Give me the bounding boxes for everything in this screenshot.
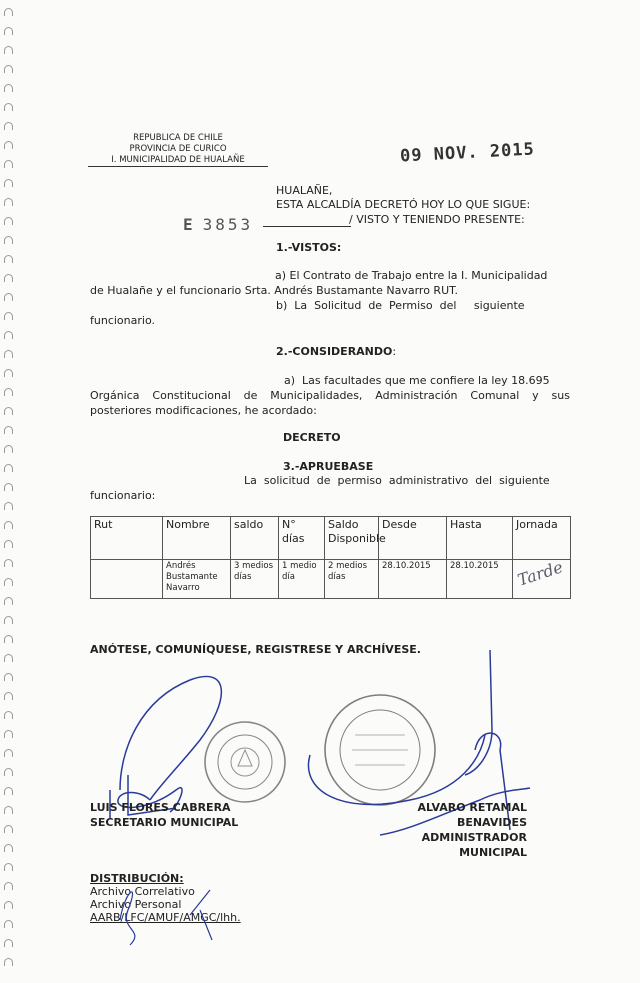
binder-hole xyxy=(4,198,13,206)
decree-number-line xyxy=(263,226,351,227)
letterhead-country: REPUBLICA DE CHILE xyxy=(133,133,223,143)
right-admin-seal xyxy=(325,695,435,805)
section-apruebase-title: 3.-APRUEBASE xyxy=(283,460,374,473)
binder-hole xyxy=(4,559,13,567)
header-saldo: saldo xyxy=(231,517,279,560)
vistos-a-line2: de Hualañe y el funcionario Srta. Andrés Bustamante Navarro RUT. xyxy=(90,284,459,297)
header-num-dias: N° días xyxy=(279,517,325,560)
cell-jornada xyxy=(513,557,571,599)
binder-hole xyxy=(4,46,13,54)
header-desde: Desde xyxy=(379,517,447,560)
binder-hole xyxy=(4,540,13,548)
binder-hole xyxy=(4,274,13,282)
table-row xyxy=(91,560,571,599)
binder-hole xyxy=(4,768,13,776)
considerando-colon: : xyxy=(392,345,397,358)
cell-nombre: Andrés Bustamante Navarro xyxy=(163,560,231,599)
binder-hole xyxy=(4,635,13,643)
closing-line: ANÓTESE, COMUNÍQUESE, REGISTRESE Y ARCHÍVESE. xyxy=(90,643,421,656)
binder-hole xyxy=(4,236,13,244)
left-signer-name: LUIS FLORES CABRERA xyxy=(90,801,231,814)
vistos-b-line1: b) La Solicitud de Permiso del siguiente xyxy=(276,299,525,312)
jornada-handwritten: Tarde xyxy=(515,557,566,590)
right-signer xyxy=(355,800,527,860)
binder-hole xyxy=(4,464,13,472)
right-signer-name: ALVARO RETAMAL BENAVIDES xyxy=(417,801,527,829)
binder-hole xyxy=(4,521,13,529)
binder-hole xyxy=(4,350,13,358)
binder-hole xyxy=(4,939,13,947)
binder-hole xyxy=(4,958,13,966)
binder-hole xyxy=(4,578,13,586)
decree-number: 3853 xyxy=(202,215,254,234)
binder-hole xyxy=(4,445,13,453)
binder-hole xyxy=(4,502,13,510)
distribution-item: Archivo Correlativo xyxy=(90,885,195,898)
binder-hole xyxy=(4,84,13,92)
apruebase-line1: La solicitud de permiso administrativo del siguiente xyxy=(244,474,550,487)
letterhead-municipality: I. MUNICIPALIDAD DE HUALAÑE xyxy=(88,155,268,167)
binder-hole xyxy=(4,160,13,168)
binder-hole xyxy=(4,882,13,890)
cell-hasta: 28.10.2015 xyxy=(447,560,513,599)
left-municipal-seal xyxy=(205,722,285,802)
vistos-a-line1: a) El Contrato de Trabajo entre la I. Municipalidad xyxy=(275,269,548,282)
table-header-row xyxy=(91,517,571,560)
binder-hole xyxy=(4,27,13,35)
decree-prefix: E xyxy=(183,215,193,234)
letterhead xyxy=(88,133,268,167)
binder-hole xyxy=(4,293,13,301)
visto-line: / VISTO Y TENIENDO PRESENTE: xyxy=(349,213,525,226)
header-hasta: Hasta xyxy=(447,517,513,560)
binder-hole xyxy=(4,692,13,700)
binder-hole xyxy=(4,407,13,415)
right-signer-title: ADMINISTRADOR MUNICIPAL xyxy=(421,831,527,859)
binder-hole xyxy=(4,65,13,73)
cell-dias: 1 medio día xyxy=(279,560,325,599)
distribution-scribble xyxy=(100,870,240,950)
distribution-title: DISTRIBUCIÓN: xyxy=(90,872,184,885)
binder-hole xyxy=(4,388,13,396)
binder-hole xyxy=(4,901,13,909)
intro-line: ESTA ALCALDÍA DECRETÓ HOY LO QUE SIGUE: xyxy=(276,198,531,211)
considerando-title-text: 2.-CONSIDERANDO xyxy=(276,345,393,358)
binder-hole xyxy=(4,426,13,434)
section-considerando-title xyxy=(276,344,396,359)
header-jornada: Jornada xyxy=(513,517,571,560)
left-signer-title: SECRETARIO MUNICIPAL xyxy=(90,816,239,829)
distribution-item: AARB/LFC/AMUF/AMGC/lhh. xyxy=(90,911,241,924)
left-signature xyxy=(110,676,221,818)
binder-holes xyxy=(0,0,16,983)
binder-hole xyxy=(4,255,13,263)
binder-hole xyxy=(4,711,13,719)
distribution-item: Archivo Personal xyxy=(90,898,182,911)
decree-number-stamp xyxy=(183,215,253,234)
binder-hole xyxy=(4,749,13,757)
binder-hole xyxy=(4,616,13,624)
left-signer xyxy=(90,800,238,830)
binder-hole xyxy=(4,331,13,339)
binder-hole xyxy=(4,730,13,738)
cell-desde: 28.10.2015 xyxy=(379,560,447,599)
binder-hole xyxy=(4,141,13,149)
binder-hole xyxy=(4,8,13,16)
date-stamp: 09 NOV. 2015 xyxy=(399,139,536,167)
cell-disponible: 2 medios días xyxy=(325,560,379,599)
place-line: HUALAÑE, xyxy=(276,184,333,197)
binder-hole xyxy=(4,863,13,871)
considerando-a-line1: a) Las facultades que me confiere la ley 18.695 xyxy=(284,374,550,387)
binder-hole xyxy=(4,369,13,377)
binder-hole xyxy=(4,217,13,225)
header-rut: Rut xyxy=(91,517,163,560)
cell-rut xyxy=(91,560,163,599)
binder-hole xyxy=(4,920,13,928)
letterhead-province: PROVINCIA DE CURICO xyxy=(129,144,227,154)
header-saldo-disponible: Saldo Disponible xyxy=(325,517,379,560)
binder-hole xyxy=(4,122,13,130)
binder-hole xyxy=(4,844,13,852)
binder-hole xyxy=(4,312,13,320)
binder-hole xyxy=(4,825,13,833)
binder-hole xyxy=(4,806,13,814)
considerando-a-line2: Orgánica Constitucional de Municipalidades, Administración Comunal y sus xyxy=(90,389,570,402)
considerando-a-line3: posteriores modificaciones, he acordado: xyxy=(90,404,317,417)
cell-saldo: 3 medios días xyxy=(231,560,279,599)
binder-hole xyxy=(4,483,13,491)
binder-hole xyxy=(4,103,13,111)
binder-hole xyxy=(4,673,13,681)
binder-hole xyxy=(4,787,13,795)
binder-hole xyxy=(4,597,13,605)
apruebase-line2: funcionario: xyxy=(90,489,156,502)
header-nombre: Nombre xyxy=(163,517,231,560)
binder-hole xyxy=(4,654,13,662)
section-vistos-title: 1.-VISTOS: xyxy=(276,241,342,254)
permission-table xyxy=(90,516,571,599)
vistos-b-line2: funcionario. xyxy=(90,314,155,327)
binder-hole xyxy=(4,179,13,187)
decreto-title: DECRETO xyxy=(283,431,341,444)
